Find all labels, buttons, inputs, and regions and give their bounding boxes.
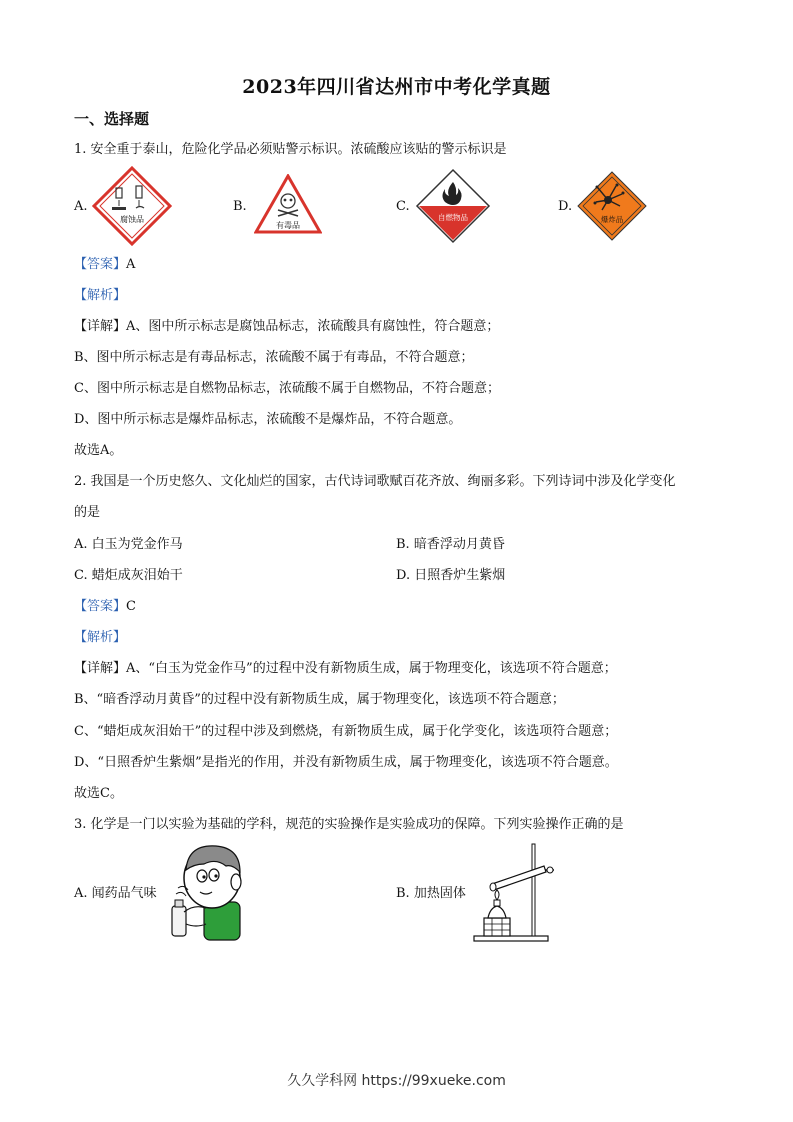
q2-option-c: C. 蜡炬成灰泪始干 [74, 568, 183, 583]
q2-analysis-tag: 【解析】 [74, 630, 127, 645]
q2-stem-line-2: 的是 [74, 505, 101, 520]
q1-answer: 【答案】A [74, 257, 136, 272]
explosive-label: 爆炸品 [600, 215, 624, 224]
q2-answer: 【答案】C [74, 599, 136, 614]
page-title: 2023年四川省达州市中考化学真题 [242, 76, 551, 98]
explosive-hazard-icon [576, 170, 648, 242]
q2-option-a: A. 白玉为党金作马 [74, 537, 183, 552]
q3-option-b: B. 加热固体 [396, 886, 466, 901]
q1-detail-4: D、图中所示标志是爆炸品标志，浓硫酸不是爆炸品，不符合题意。 [74, 412, 462, 427]
section-heading: 一、选择题 [74, 110, 150, 128]
q1-detail-1: 【详解】A、图中所示标志是腐蚀品标志，浓硫酸具有腐蚀性，符合题意； [74, 319, 500, 334]
corrosive-hazard-icon [92, 166, 172, 246]
q1-option-b-label: B. [233, 199, 247, 214]
q2-detail-1: 【详解】A、“白玉为党金作马”的过程中没有新物质生成，属于物理变化，该选项不符合题意； [74, 661, 617, 676]
smelling-chemical-illustration [164, 842, 244, 942]
q2-option-d: D. 日照香炉生紫烟 [396, 568, 506, 583]
corrosive-label: 腐蚀品 [120, 215, 144, 224]
spontaneous-combustion-label: 自燃物品 [438, 213, 468, 222]
q1-stem: 1. 安全重于泰山，危险化学品必须贴警示标识。浓硫酸应该贴的警示标识是 [74, 142, 507, 157]
q2-option-b: B. 暗香浮动月黄昏 [396, 537, 505, 552]
toxic-label: 有毒品 [276, 221, 300, 230]
footer-watermark: 久久学科网 https://99xueke.com [287, 1073, 506, 1089]
q2-stem-line-1: 2. 我国是一个历史悠久、文化灿烂的国家，古代诗词歌赋百花齐放、绚丽多彩。下列诗词中涉及化学变化 [74, 474, 676, 489]
heating-solid-apparatus-illustration [470, 840, 562, 944]
q3-option-a: A. 闻药品气味 [74, 886, 157, 901]
spontaneous-combustion-hazard-icon [415, 168, 491, 244]
q2-detail-2: B、“暗香浮动月黄昏”的过程中没有新物质生成，属于物理变化，该选项不符合题意； [74, 692, 565, 707]
q1-option-d-label: D. [558, 199, 573, 214]
q2-conclusion: 故选C。 [74, 786, 123, 801]
q1-analysis-tag: 【解析】 [74, 288, 127, 303]
q1-conclusion: 故选A。 [74, 443, 123, 458]
q2-detail-4: D、“日照香炉生紫烟”是指光的作用，并没有新物质生成，属于物理变化，该选项不符合题意。 [74, 755, 618, 770]
q1-option-a-label: A. [74, 199, 88, 214]
q1-detail-3: C、图中所示标志是自燃物品标志，浓硫酸不属于自燃物品，不符合题意； [74, 381, 500, 396]
q1-detail-2: B、图中所示标志是有毒品标志，浓硫酸不属于有毒品，不符合题意； [74, 350, 474, 365]
q1-option-c-label: C. [396, 199, 410, 214]
toxic-hazard-icon [254, 174, 322, 236]
q3-stem: 3. 化学是一门以实验为基础的学科，规范的实验操作是实验成功的保障。下列实验操作正确的是 [74, 817, 624, 832]
q2-detail-3: C、“蜡炬成灰泪始干”的过程中涉及到燃烧，有新物质生成，属于化学变化，该选项符合题意； [74, 724, 618, 739]
